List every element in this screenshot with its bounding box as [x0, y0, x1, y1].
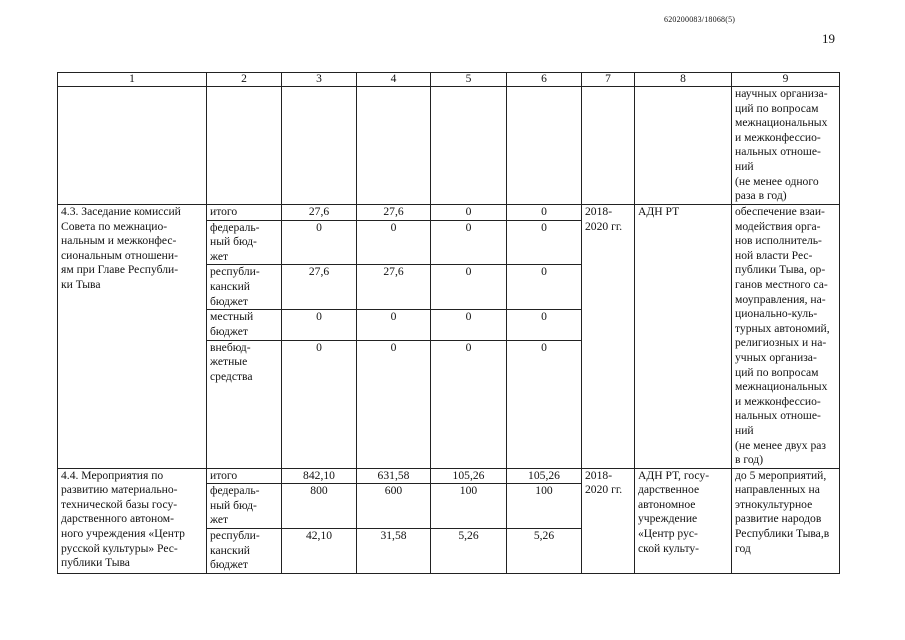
cell-text-line: 0	[541, 205, 547, 218]
amount-cell	[357, 265, 431, 310]
cell-text-line: турных автономий,	[735, 321, 830, 335]
cell-text-line: технической базы госу-	[61, 497, 178, 511]
cell-text-line: 600	[384, 484, 403, 498]
empty-cell	[282, 87, 357, 205]
amount-cell	[507, 468, 582, 484]
amount-cell	[357, 220, 431, 265]
cell-text-line: учных организа-	[735, 350, 817, 364]
amount-cell	[431, 205, 507, 221]
cell-text-line: федераль-	[210, 220, 260, 234]
empty-cell	[635, 87, 732, 205]
cell-text-line: АДН РТ, госу-	[638, 468, 710, 482]
funding-source-cell	[207, 265, 282, 310]
cell-text-line: нальных отноше-	[735, 145, 821, 159]
amount-cell	[507, 484, 582, 529]
cell-text-line: раза в год)	[735, 189, 787, 203]
cell-text-line: 8	[680, 73, 686, 85]
cell-text-line: (не менее одного	[735, 174, 819, 188]
page-number: 19	[822, 31, 835, 46]
amount-cell	[507, 220, 582, 265]
cell-text-line: жетные	[210, 355, 248, 369]
cell-text-line: средства	[210, 369, 253, 383]
cell-text-line: 0	[390, 310, 397, 324]
table-row	[58, 205, 840, 221]
amount-cell	[357, 484, 431, 529]
cell-text-line: 4.3. Заседание комиссий	[61, 205, 181, 218]
cell-text-line: 2020 гг.	[585, 483, 623, 497]
amount-cell	[507, 265, 582, 310]
executor-cell	[635, 205, 732, 469]
column-header-8	[635, 73, 732, 87]
amount-cell	[431, 220, 507, 265]
cell-text-line: канский	[210, 543, 250, 557]
amount-cell	[282, 484, 357, 529]
cell-text-line: 27,6	[308, 205, 330, 218]
cell-text-line: 0	[465, 310, 472, 324]
amount-cell	[282, 220, 357, 265]
cell-text-line: развитие народов	[735, 512, 822, 526]
cell-text-line: русской культуры» Рес-	[61, 541, 178, 555]
cell-text-line: ки Тыва	[61, 277, 101, 291]
cell-text-line: 9	[782, 73, 789, 85]
cell-text-line: республи-	[210, 265, 260, 279]
cell-text-line: 0	[390, 220, 397, 234]
cell-text-line: бюджет	[210, 294, 248, 308]
cell-text-line: нальных отноше-	[735, 409, 821, 423]
empty-cell	[207, 87, 282, 205]
cell-text-line: 0	[465, 340, 472, 354]
cell-text-line: дарственное	[638, 483, 700, 497]
cell-text-line: республи-	[210, 529, 260, 543]
cell-text-line: год	[735, 541, 751, 555]
amount-cell	[507, 310, 582, 340]
cell-text-line: 3	[316, 73, 322, 85]
cell-text-line: 27,6	[383, 265, 404, 279]
cell-text-line: ный бюд-	[210, 235, 257, 249]
measure-name-cell	[58, 205, 207, 469]
column-header-4	[357, 73, 431, 87]
cell-text-line: религиозных и на-	[735, 336, 827, 350]
cell-text-line: межнациональных	[735, 116, 828, 130]
cell-text-line: 100	[459, 484, 478, 498]
column-header-5	[431, 73, 507, 87]
cell-text-line: 27,6	[308, 265, 330, 279]
result-cell	[732, 468, 840, 573]
amount-cell	[431, 310, 507, 340]
table-row	[58, 468, 840, 484]
cell-text-line: 5	[465, 73, 472, 85]
cell-text-line: 5,26	[458, 529, 479, 543]
cell-text-line: Совета по межнацио-	[61, 219, 168, 233]
cell-text-line: внебюд-	[210, 340, 251, 354]
cell-text-line: учреждение	[638, 512, 698, 526]
executor-cell	[635, 468, 732, 573]
amount-cell	[431, 484, 507, 529]
cell-text-line: бюджет	[210, 558, 248, 572]
cell-text-line: ного учреждения «Центр	[61, 527, 185, 541]
empty-cell	[431, 87, 507, 205]
amount-cell	[431, 468, 507, 484]
cell-text-line: нальным и межконфес-	[61, 234, 177, 248]
cell-text-line: 42,10	[305, 529, 333, 543]
period-cell	[582, 205, 635, 469]
cell-text-line: 2018-	[585, 205, 613, 218]
cell-text-line: 0	[541, 220, 547, 234]
cell-text-line: 4.4. Мероприятия по	[61, 468, 164, 482]
cell-text-line: бюджет	[210, 325, 248, 338]
cell-text-line: 0	[465, 205, 472, 218]
cell-text-line: 100	[535, 484, 553, 498]
cell-text-line: дарственного автоном-	[61, 512, 174, 526]
column-header-2	[207, 73, 282, 87]
amount-cell	[431, 340, 507, 468]
cell-text-line: «Центр рус-	[638, 527, 698, 541]
cell-text-line: нов исполнитель-	[735, 234, 822, 248]
empty-cell	[582, 87, 635, 205]
cell-text-line: межнациональных	[735, 380, 828, 394]
empty-cell	[357, 87, 431, 205]
amount-cell	[357, 468, 431, 484]
amount-cell	[357, 340, 431, 468]
cell-text-line: 4	[390, 73, 397, 85]
cell-text-line: этнокультурное	[735, 497, 813, 511]
cell-text-line: 0	[465, 265, 472, 279]
cell-text-line: 0	[316, 220, 322, 234]
column-header-6	[507, 73, 582, 87]
cell-text-line: ций по вопросам	[735, 365, 819, 379]
cell-text-line: 2020 гг.	[585, 219, 623, 233]
cell-text-line: 6	[541, 73, 547, 85]
cell-text-line: ций по вопросам	[735, 101, 819, 115]
column-header-7	[582, 73, 635, 87]
cell-text-line: 2	[241, 73, 247, 85]
funding-source-cell	[207, 484, 282, 529]
funding-source-cell	[207, 468, 282, 484]
column-header-3	[282, 73, 357, 87]
amount-cell	[357, 205, 431, 221]
funding-source-cell	[207, 340, 282, 468]
amount-cell	[282, 340, 357, 468]
cell-text-line: 0	[541, 310, 547, 324]
column-header-9	[732, 73, 840, 87]
cell-text-line: 842,10	[303, 468, 335, 482]
cell-text-line: 7	[605, 73, 611, 85]
funding-source-cell	[207, 529, 282, 574]
amount-cell	[282, 310, 357, 340]
cell-text-line: ционально-куль-	[735, 307, 818, 321]
cell-text-line: публики Тыва	[61, 556, 130, 570]
result-cell	[732, 205, 840, 469]
cell-text-line: итого	[210, 468, 238, 482]
cell-text-line: 631,58	[377, 468, 410, 482]
cell-text-line: сиональным отношени-	[61, 248, 178, 262]
amount-cell	[282, 265, 357, 310]
cell-text-line: 105,26	[452, 468, 485, 482]
funding-source-cell	[207, 205, 282, 221]
cell-text-line: автономное	[638, 497, 696, 511]
cell-text-line: итого	[210, 205, 238, 218]
period-cell	[582, 468, 635, 573]
continuation-row	[58, 87, 840, 205]
cell-text-line: 800	[310, 484, 328, 498]
cell-text-line: канский	[210, 279, 250, 293]
cell-text-line: жет	[210, 249, 229, 263]
column-header-1	[58, 73, 207, 87]
document-id: 620200083/18068(5)	[664, 15, 736, 24]
cell-text-line: 0	[390, 340, 397, 354]
cell-text-line: ганов местного са-	[735, 277, 828, 291]
cell-text-line: ний	[735, 159, 754, 173]
cell-text-line: 0	[316, 310, 322, 324]
cell-text-line: 27,6	[383, 205, 404, 218]
cell-text-line: ный бюд-	[210, 498, 257, 512]
cell-text-line: моуправления, на-	[735, 292, 826, 306]
measure-name-cell	[58, 468, 207, 573]
cell-text-line: 2018-	[585, 468, 613, 482]
cell-text-line: модействия орга-	[735, 219, 821, 233]
cell-text-line: ной власти Рес-	[735, 248, 813, 262]
amount-cell	[282, 205, 357, 221]
cell-text-line: Республики Тыва,в	[735, 527, 830, 541]
cell-text-line: (не менее двух раз	[735, 438, 826, 452]
cell-text-line: АДН РТ	[638, 205, 680, 218]
cell-text-line: жет	[210, 513, 229, 527]
empty-cell	[507, 87, 582, 205]
cell-text-line: направленных на	[735, 483, 820, 497]
cell-text-line: ний	[735, 423, 754, 437]
cell-text-line: ям при Главе Республи-	[61, 263, 179, 277]
cell-text-line: 5,26	[533, 529, 555, 543]
cell-text-line: 105,26	[528, 468, 560, 482]
table-header-row	[58, 73, 840, 87]
amount-cell	[282, 468, 357, 484]
cell-text-line: публики Тыва, ор-	[735, 263, 826, 277]
cell-text-line: 0	[465, 220, 472, 234]
amount-cell	[507, 529, 582, 574]
funding-source-cell	[207, 220, 282, 265]
result-cell	[732, 87, 840, 205]
amount-cell	[282, 529, 357, 574]
cell-text-line: и межконфессио-	[735, 130, 821, 144]
empty-cell	[58, 87, 207, 205]
cell-text-line: 0	[316, 340, 322, 354]
amount-cell	[357, 310, 431, 340]
cell-text-line: в год)	[735, 453, 764, 467]
cell-text-line: 31,58	[380, 529, 407, 543]
cell-text-line: научных организа-	[735, 87, 828, 100]
amount-cell	[431, 265, 507, 310]
cell-text-line: местный	[210, 310, 254, 324]
cell-text-line: до 5 мероприятий,	[735, 468, 827, 482]
amount-cell	[357, 529, 431, 574]
cell-text-line: обеспечение взаи-	[735, 205, 825, 218]
cell-text-line: федераль-	[210, 484, 260, 498]
amount-cell	[507, 340, 582, 468]
funding-source-cell	[207, 310, 282, 340]
budget-table	[57, 72, 840, 574]
cell-text-line: 0	[541, 340, 547, 354]
cell-text-line: и межконфессио-	[735, 394, 821, 408]
amount-cell	[507, 205, 582, 221]
cell-text-line: 0	[541, 265, 547, 279]
cell-text-line: ской культу-	[638, 541, 700, 555]
cell-text-line: 1	[129, 73, 135, 85]
cell-text-line: развитию материально-	[61, 483, 178, 497]
amount-cell	[431, 529, 507, 574]
